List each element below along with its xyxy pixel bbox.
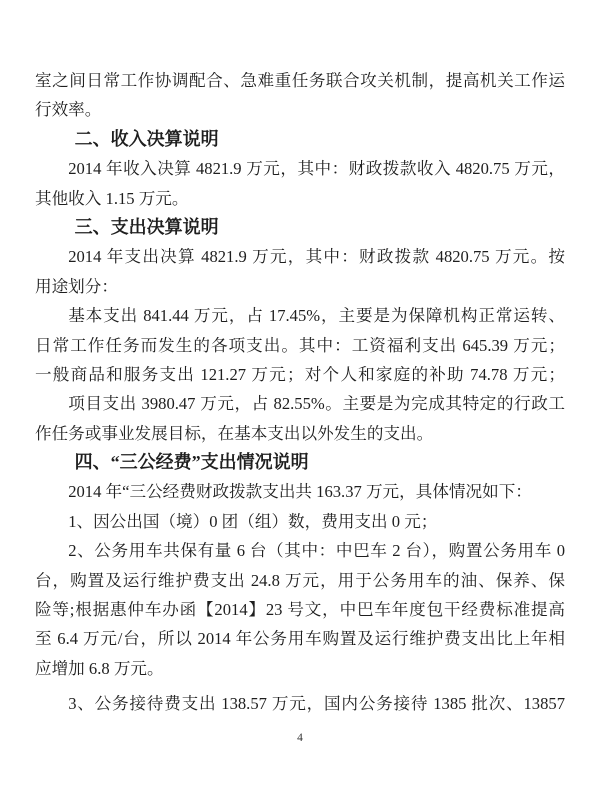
text-line: 日常工作任务而发生的各项支出。其中：工资福利支出 645.39 万元； [35, 335, 565, 355]
document-body [35, 66, 565, 719]
text-line: 项目支出 3980.47 万元，占 82.55%。主要是为完成其特定的行政工 [68, 394, 565, 414]
text-line: 台，购置及运行维护费支出 24.8 万元，用于公务用车的油、保养、保 [35, 570, 565, 590]
text-line: 基本支出 841.44 万元，占 17.45%，主要是为保障机构正常运转、 [68, 306, 565, 326]
section-heading-three-public-expenses: 四、“三公经费”支出情况说明 [74, 452, 309, 473]
text-line: 险等;根据惠仲车办函【2014】23 号文，中巴车年度包干经费标准提高 [35, 600, 565, 620]
text-line: 行效率。 [35, 100, 102, 120]
text-line: 应增加 6.8 万元。 [35, 658, 164, 678]
text-line: 1、因公出国（境）0 团（组）数，费用支出 0 元； [68, 511, 438, 531]
text-line: 2、公务用车共保有量 6 台（其中：中巴车 2 台），购置公务用车 0 [68, 541, 565, 561]
text-line: 其他收入 1.15 万元。 [35, 188, 189, 208]
section-heading-expenditure: 三、支出决算说明 [74, 216, 219, 237]
text-line: 2014 年支出决算 4821.9 万元，其中：财政拨款 4820.75 万元。按 [68, 247, 565, 267]
text-line: 3、公务接待费支出 138.57 万元，国内公务接待 1385 批次、13857 [68, 694, 565, 714]
text-line: 至 6.4 万元/台，所以 2014 年公务用车购置及运行维护费支出比上年相 [35, 629, 565, 649]
text-line: 作任务或事业发展目标，在基本支出以外发生的支出。 [35, 423, 434, 443]
text-line: 2014 年收入决算 4821.9 万元，其中：财政拨款收入 4820.75 万元， [68, 159, 565, 179]
text-line: 一般商品和服务支出 121.27 万元；对个人和家庭的补助 74.78 万元； [35, 364, 565, 384]
page-number: 4 [297, 732, 303, 744]
text-line: 用途划分： [35, 276, 118, 296]
text-line: 2014 年“三公经费财政拨款支出共 163.37 万元，具体情况如下： [68, 482, 532, 502]
text-line: 室之间日常工作协调配合、急难重任务联合攻关机制，提高机关工作运 [35, 71, 565, 90]
section-heading-income: 二、收入决算说明 [74, 128, 219, 149]
